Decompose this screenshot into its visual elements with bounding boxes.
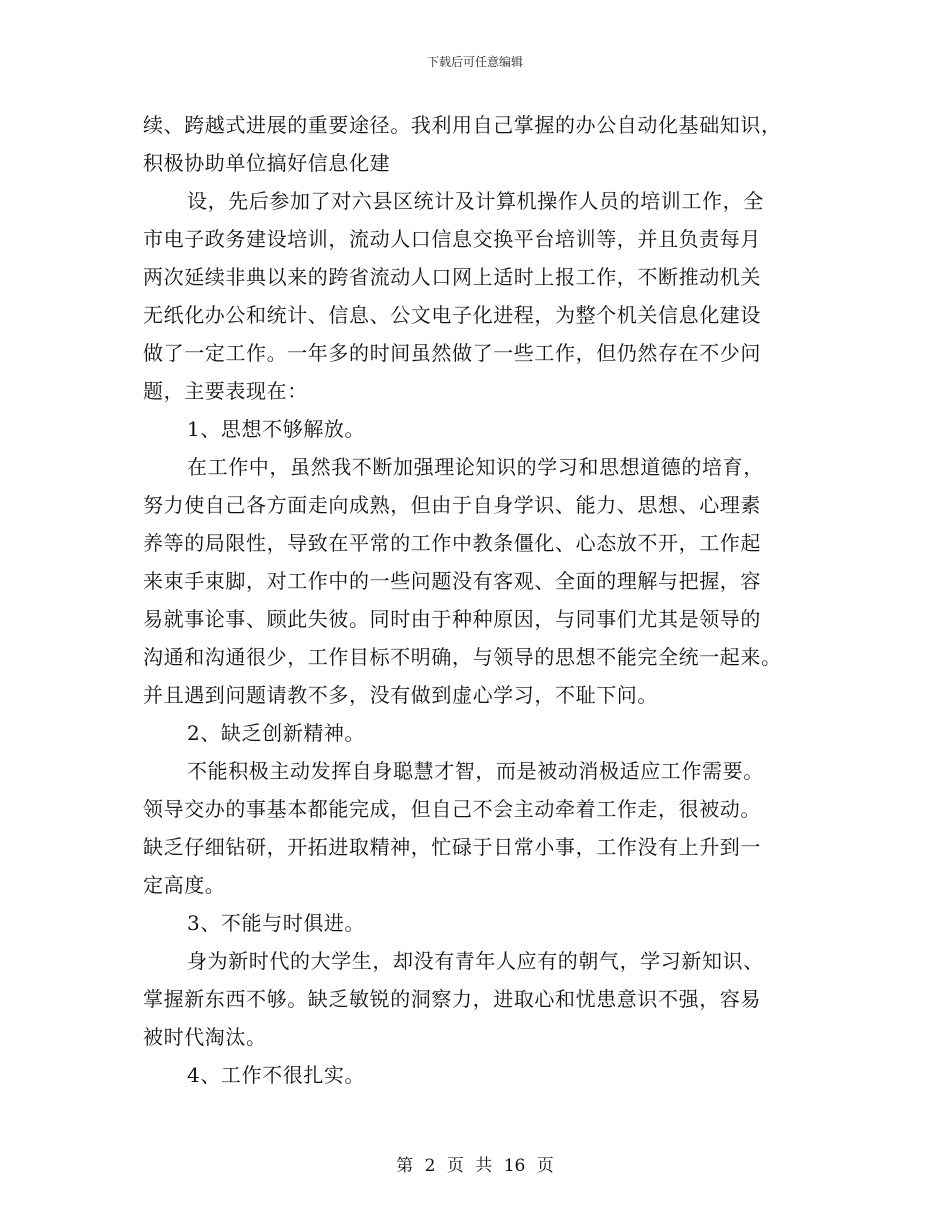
page-number-footer: 第 2 页 共 16 页 [396,1156,554,1176]
paragraph-line: 身为新时代的大学生，却没有青年人应有的朝气，学习新知识、 [187,949,764,973]
section-heading: 4、工作不很扎实。 [187,1063,366,1087]
paragraph-line: 并且遇到问题请教不多，没有做到虚心学习，不耻下问。 [143,683,658,707]
paragraph-line: 续、跨越式进展的重要途径。我利用自己掌握的办公自动化基础知识， [143,113,782,137]
paragraph-line: 沟通和沟通很少，工作目标不明确，与领导的思想不能完全统一起来。 [143,645,782,669]
paragraph-line: 掌握新东西不够。缺乏敏锐的洞察力，进取心和忧患意识不强，容易 [143,987,761,1011]
page-header: 下载后可任意编辑 [426,55,523,69]
section-heading: 2、缺乏创新精神。 [187,721,366,745]
paragraph-line: 两次延续非典以来的跨省流动人口网上适时上报工作，不断推动机关 [143,265,761,289]
paragraph-line: 缺乏仔细钻研，开拓进取精神，忙碌于日常小事，工作没有上升到一 [143,835,761,859]
paragraph-line: 努力使自己各方面走向成熟，但由于自身学识、能力、思想、心理素 [143,493,761,517]
paragraph-line: 题，主要表现在： [143,379,308,403]
paragraph-line: 做了一定工作。一年多的时间虽然做了一些工作，但仍然存在不少问 [143,341,761,365]
section-heading: 1、思想不够解放。 [187,417,366,441]
paragraph-line: 积极协助单位搞好信息化建 [143,151,391,175]
paragraph-line: 养等的局限性，导致在平常的工作中教条僵化、心态放不开，工作起 [143,531,761,555]
paragraph-line: 设，先后参加了对六县区统计及计算机操作人员的培训工作，全 [187,189,764,213]
paragraph-line: 领导交办的事基本都能完成，但自己不会主动牵着工作走，很被动。 [143,797,761,821]
document-body [143,106,823,1094]
paragraph-line: 无纸化办公和统计、信息、公文电子化进程，为整个机关信息化建设 [143,303,761,327]
paragraph-line: 定高度。 [143,873,226,897]
paragraph-line: 市电子政务建设培训，流动人口信息交换平台培训等，并且负责每月 [143,227,761,251]
paragraph-line: 易就事论事、顾此失彼。同时由于种种原因，与同事们尤其是领导的 [143,607,761,631]
paragraph-line: 在工作中，虽然我不断加强理论知识的学习和思想道德的培育， [187,455,764,479]
section-heading: 3、不能与时俱进。 [187,911,366,935]
paragraph-line: 被时代淘汰。 [143,1025,267,1049]
paragraph-line: 不能积极主动发挥自身聪慧才智，而是被动消极适应工作需要。 [187,759,764,783]
paragraph-line: 来束手束脚，对工作中的一些问题没有客观、全面的理解与把握，容 [143,569,761,593]
